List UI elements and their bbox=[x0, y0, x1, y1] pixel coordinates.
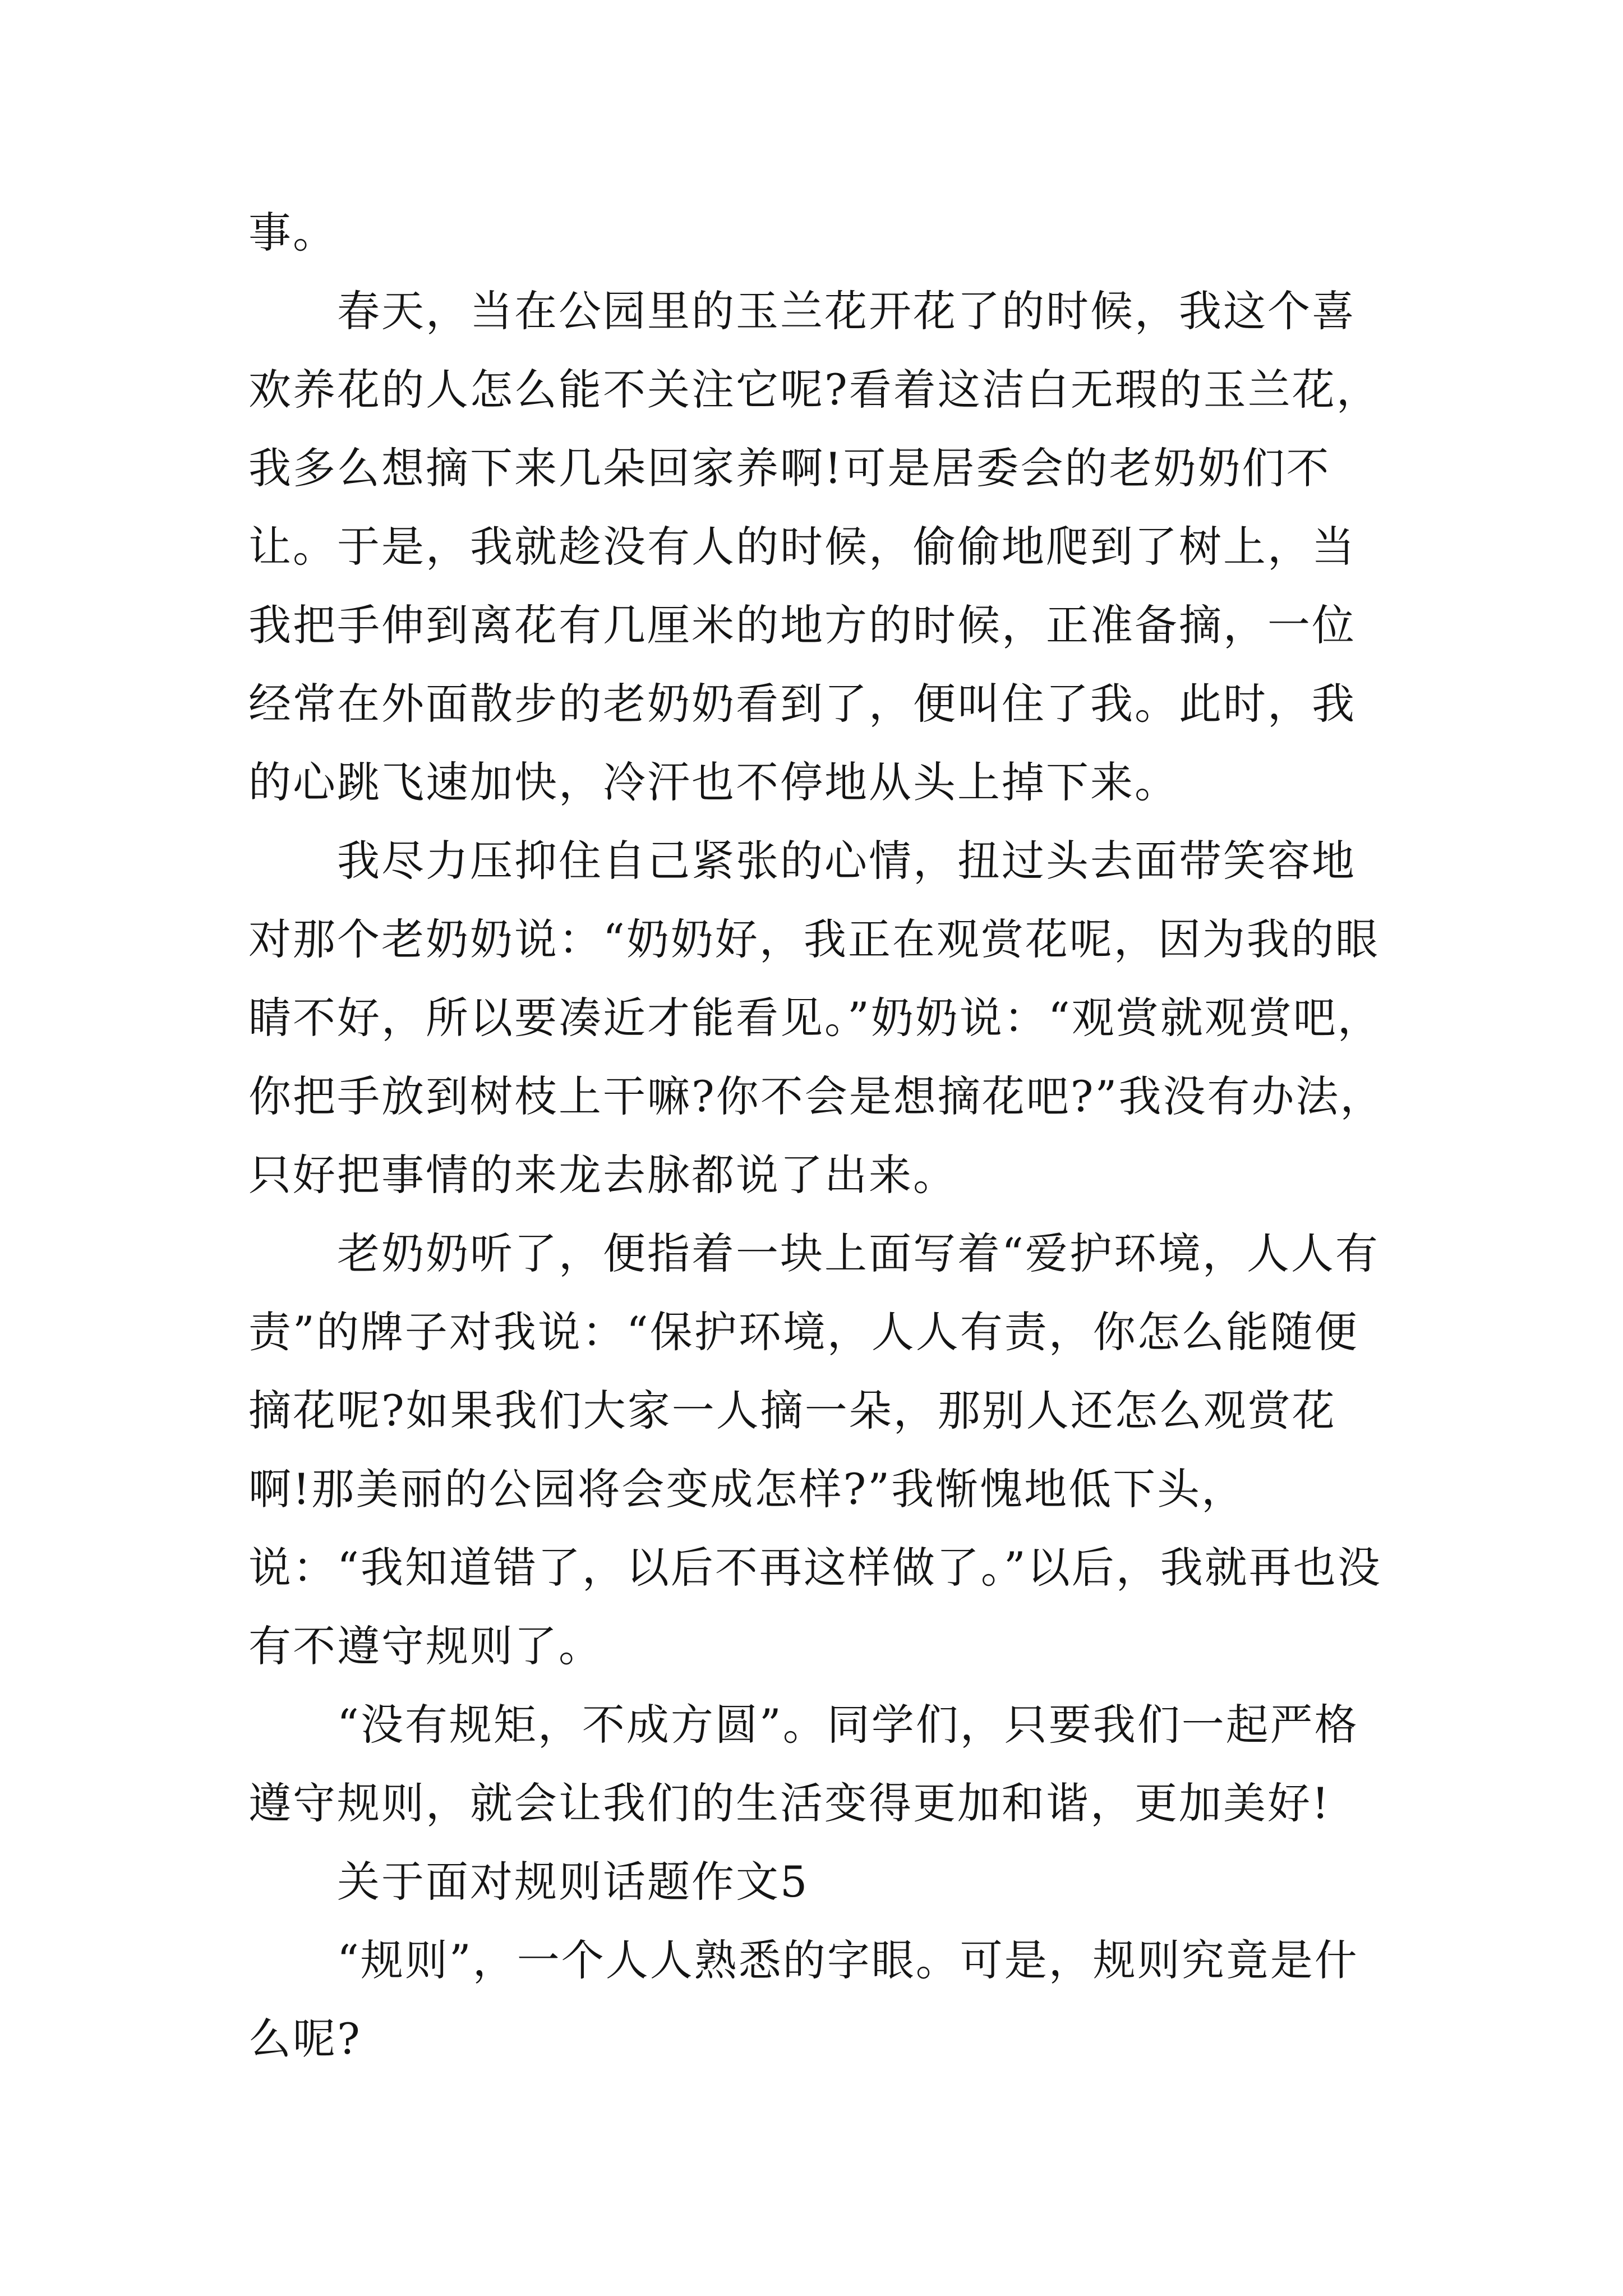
paragraph-conversation: 我尽力压抑住自己紧张的心情，扭过头去面带笑容地对那个老奶奶说：“奶奶好，我正在观赏花呢，因为我的眼睛不好，所以要凑近才能看见。”奶奶说：“观赏就观赏吧，你把手放到树枝上干嘛?你不会是想摘花吧?”我没有办法，只好把事情的来龙去脉都说了出来。 bbox=[248, 836, 1385, 1200]
paragraph-opening: “规则”，一个人人熟悉的字眼。可是，规则究竟是什么呢? bbox=[248, 1935, 1359, 2064]
paragraph-continuation: 事。 bbox=[248, 208, 337, 257]
paragraph-spring-story: 春天，当在公园里的玉兰花开花了的时候，我这个喜欢养花的人怎么能不关注它呢?看着这洁白无瑕的玉兰花，我多么想摘下来几朵回家养啊!可是居委会的老奶奶们不让。于是，我就趁没有人的时候，偷偷地爬到了树上，当我把手伸到离花有几厘米的地方的时候，正准备摘，一位经常在外面散步的老奶奶看到了，便叫住了我。此时，我的心跳飞速加快，冷汗也不停地从头上掉下来。 bbox=[248, 286, 1381, 807]
paragraph-conclusion: “没有规矩，不成方圆”。同学们，只要我们一起严格遵守规则，就会让我们的生活变得更加和谐，更加美好! bbox=[248, 1700, 1359, 1828]
essay-body bbox=[248, 194, 1398, 2078]
paragraph-lesson: 老奶奶听了，便指着一块上面写着“爱护环境，人人有责”的牌子对我说：“保护环境，人人有责，你怎么能随便摘花呢?如果我们大家一人摘一朵，那别人还怎么观赏花啊!那美丽的公园将会变成怎样?”我惭愧地低下头，说：“我知道错了，以后不再这样做了。”以后，我就再也没有不遵守规则了。 bbox=[248, 1228, 1382, 1671]
essay-title: 关于面对规则话题作文5 bbox=[337, 1857, 809, 1907]
